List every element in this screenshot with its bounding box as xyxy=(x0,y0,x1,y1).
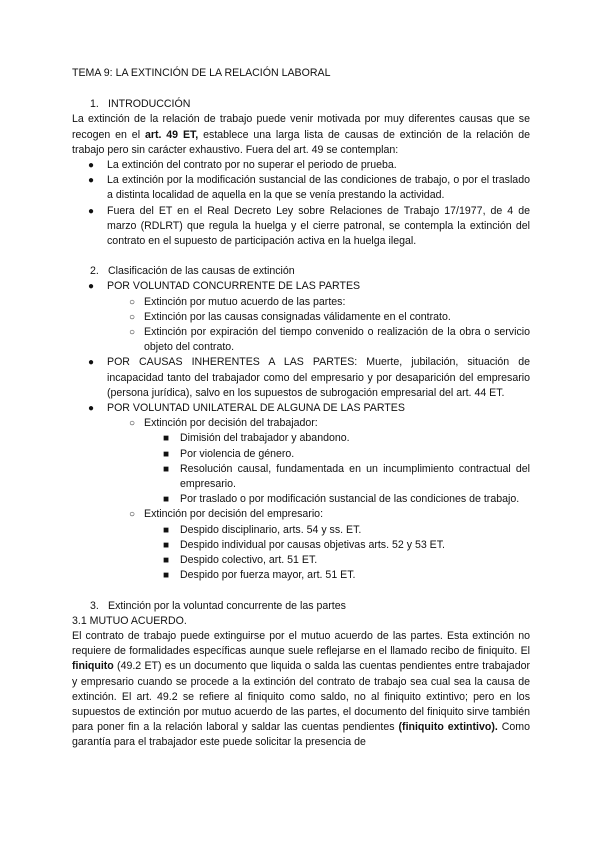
list-item xyxy=(72,431,530,446)
list-item xyxy=(72,447,530,462)
list-item xyxy=(72,173,530,203)
paragraph-bold-text: finiquito xyxy=(72,660,114,673)
section-3-number: 3. xyxy=(90,599,99,612)
list-item-text: Extinción por las causas consignadas válidamente en el contrato. xyxy=(144,310,451,323)
bullet-circle-icon: ○ xyxy=(129,509,136,521)
list-item-text: Despido por fuerza mayor, art. 51 ET. xyxy=(180,569,356,582)
bullet-circle-icon: ○ xyxy=(129,418,136,430)
list-item-text: Despido disciplinario, arts. 54 y ss. ET. xyxy=(180,523,362,536)
bullet-square-icon: ■ xyxy=(163,494,170,506)
paragraph-bold-text: (finiquito extintivo). xyxy=(398,721,498,734)
list-item xyxy=(72,538,530,553)
list-item xyxy=(72,295,530,310)
list-item xyxy=(72,523,530,538)
list-item-text: La extinción del contrato por no superar el periodo de prueba. xyxy=(107,159,397,172)
bullet-square-icon: ■ xyxy=(163,463,170,475)
document-title: TEMA 9: LA EXTINCIÓN DE LA RELACIÓN LABORAL xyxy=(72,67,331,79)
bullet-square-icon: ■ xyxy=(163,555,170,567)
bullet-circle-icon: ○ xyxy=(129,296,136,308)
bullet-disc-icon: ● xyxy=(88,205,95,217)
section-1-heading xyxy=(72,97,530,112)
section-1-number: 1. xyxy=(90,98,99,111)
list-item xyxy=(72,355,530,401)
paragraph-text: establece una larga lista de causas de extinción de la relación de trabajo pero sin carácter exhaustivo. Fuera del art. 49 se contemplan: xyxy=(72,128,530,156)
list-item-text: Despido colectivo, art. 51 ET. xyxy=(180,554,318,567)
list-item-text: POR VOLUNTAD UNILATERAL DE ALGUNA DE LAS PARTES xyxy=(107,402,405,415)
list-item xyxy=(72,553,530,568)
bullet-circle-icon: ○ xyxy=(129,311,136,323)
list-item xyxy=(72,462,530,492)
list-item xyxy=(72,158,530,173)
bullet-square-icon: ■ xyxy=(163,448,170,460)
subsection-3-1-heading: 3.1 MUTUO ACUERDO. xyxy=(72,614,187,627)
list-item-text: Fuera del ET en el Real Decreto Ley sobre Relaciones de Trabajo 17/1977, de 4 de marzo (RDLRT) que regula la huelga y el cierre patronal, se contempla la extinción del contrato en el supuesto de participación activa en la huelga ilegal. xyxy=(107,204,530,248)
list-item xyxy=(72,279,530,294)
list-item xyxy=(72,325,530,355)
list-item xyxy=(72,507,530,522)
list-item-text: POR VOLUNTAD CONCURRENTE DE LAS PARTES xyxy=(107,280,361,293)
list-item xyxy=(72,401,530,416)
section-3-paragraph xyxy=(72,629,530,751)
list-item xyxy=(72,310,530,325)
paragraph-text: (49.2 ET) es un documento que liquida o salda las cuentas pendientes entre trabajador y empresario cuando se procede a la extinción del contrato de trabajo sea cual sea la causa de extinción. El art. 49.2 se refiere al finiquito como saldo, no al finiquito extintivo; pero en los supuestos de extinción por mutuo acuerdo de las partes, el documento del finiquito sirve también para poner fin a la relación laboral y saldar las cuentas pendientes xyxy=(72,660,530,734)
bullet-square-icon: ■ xyxy=(163,570,170,582)
list-item-text: POR CAUSAS INHERENTES A LAS PARTES: Muerte, jubilación, situación de incapacidad tanto del trabajador como del empresario y por desaparición del empresario (persona jurídica), salvo en los supuestos de subrogación empresarial del art. 44 ET. xyxy=(107,356,530,399)
paragraph-bold-text: art. 49 ET, xyxy=(144,128,199,141)
document-page xyxy=(72,66,530,751)
list-item-text: Por violencia de género. xyxy=(180,447,295,460)
bullet-square-icon: ■ xyxy=(163,539,170,551)
section-2-list xyxy=(72,279,530,583)
list-item-text: Dimisión del trabajador y abandono. xyxy=(180,432,350,445)
section-1-list xyxy=(72,158,530,249)
bullet-disc-icon: ● xyxy=(88,403,95,415)
section-3-heading xyxy=(72,599,530,614)
list-item xyxy=(72,568,530,583)
list-item-text: Por traslado o por modificación sustancial de las condiciones de trabajo. xyxy=(180,493,520,506)
bullet-disc-icon: ● xyxy=(88,160,95,172)
bullet-square-icon: ■ xyxy=(163,524,170,536)
list-item xyxy=(72,492,530,507)
list-item-text: Despido individual por causas objetivas arts. 52 y 53 ET. xyxy=(180,538,445,551)
paragraph-text: La extinción de la relación de trabajo puede venir motivada por muy diferentes causas que se recogen en el xyxy=(72,113,530,141)
list-item-text: Resolución causal, fundamentada en un incumplimiento contractual del empresario. xyxy=(180,462,530,491)
bullet-circle-icon: ○ xyxy=(129,327,136,339)
section-2-number: 2. xyxy=(90,265,99,278)
bullet-disc-icon: ● xyxy=(88,281,95,293)
list-item-text: La extinción por la modificación sustancial de las condiciones de trabajo, o por el traslado a distinta localidad de aquella en la que se venía prestando la actividad. xyxy=(107,174,530,202)
section-1-paragraph xyxy=(72,112,530,158)
list-item xyxy=(72,416,530,431)
list-item-text: Extinción por mutuo acuerdo de las partes: xyxy=(144,295,346,308)
section-1-title: INTRODUCCIÓN xyxy=(108,98,191,111)
section-2-title: Clasificación de las causas de extinción xyxy=(108,265,295,278)
list-item-text: Extinción por decisión del trabajador: xyxy=(144,417,318,430)
bullet-disc-icon: ● xyxy=(88,175,95,187)
bullet-square-icon: ■ xyxy=(163,433,170,445)
section-2-heading xyxy=(72,264,530,279)
paragraph-text: Como garantía para el trabajador este puede solicitar la presencia de xyxy=(72,721,531,749)
list-item-text: Extinción por decisión del empresario: xyxy=(144,508,324,521)
paragraph-text: El contrato de trabajo puede extinguirse por el mutuo acuerdo de las partes. Esta extinción no requiere de formalidades específicas aunque suele reflejarse en el llamado recibo de finiquito. El xyxy=(72,629,530,658)
list-item-text: Extinción por expiración del tiempo convenido o realización de la obra o servicio objeto del contrato. xyxy=(144,326,530,354)
bullet-disc-icon: ● xyxy=(88,357,95,369)
list-item xyxy=(72,204,530,250)
section-3-title: Extinción por la voluntad concurrente de las partes xyxy=(108,599,346,612)
